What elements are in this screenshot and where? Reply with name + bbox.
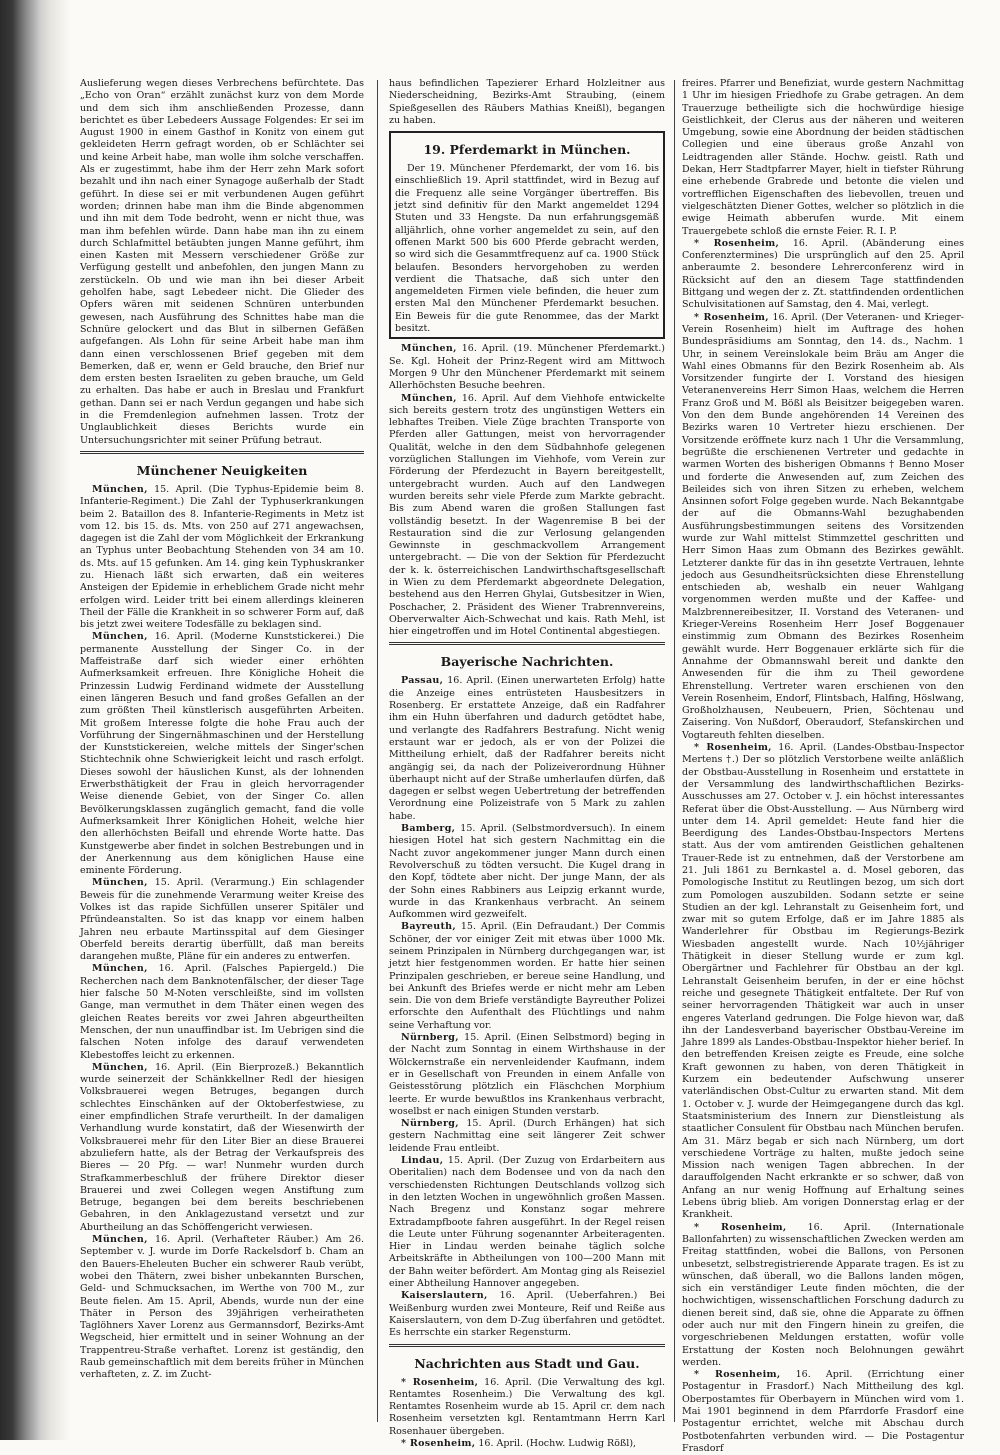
news-text: 16. April. (Moderne Kunststickerei.) Die permanente Ausstellung der Singer Co. in der Maffeistraße darf sich wieder einer erhöhten Aufmerksamkeit erfreuen. Ihre Königliche Hoheit die Prinzessin Ludwig Ferdinand widmete der Ausstellung einen längeren Besuch und fand großes Gefallen an der zum größten Theil künstlerisch ausgeführten Arbeiten. Mit großem Interesse folgte die hohe Frau auch der Vorführung der Singernähmaschinen und der Herstellung der Kunststickereien, welche mittels der Singer'schen Stichtechnik ohne Schwierigkeit leicht und rasch erfolgt. Dieses sowohl der häuslichen Kunst, als der lohnenden Erwerbsthätigkeit der Frau in gleich hervorragender Weise dienende Gebiet, von der Singer Co. allen Bevölkerungsklassen zugänglich gemacht, fand die volle Aufmerksamkeit Ihrer Königlichen Hoheit, welche hier den allerhöchsten Beifall und ehrende Worte hatte. Das Kunstgewerbe aber findet in solchen Bestrebungen und in der Anerkennung aus dem königlichen Hause eine eminente Förderung. [80, 631, 364, 877]
news-text: 15. April. (Der Zuzug von Erdarbeitern aus Oberitalien) nach dem Bodensee und von da nach den verschiedensten Richtungen Deutschlands vollzog sich in den letzten Wochen in ungewöhnlich großen Massen. Nach Bregenz und Konstanz sogar mehrere Extradampfboote fahren ausgeführt. In der Regel reisen die Leute unter Führung sogenannter Arbeiteragenten. Hier in Lindau werden beinahe täglich solche Arbeitskräfte in Abtheilungen von 100—200 Mann mit der Bahn weiter befördert. Am Montag ging als Reiseziel einer Abtheilung Hannover angegeben. [389, 1155, 665, 1290]
news-item [389, 1290, 665, 1339]
news-item [80, 631, 364, 877]
news-text: 16. April. (Die Verwaltung des kgl. Rentamtes Rosenheim.) Die Verwaltung des kgl. Rentamtes Rosenheim wurde ab 15. April cr. dem nach Rosenheim versetzten kgl. Rentamtmann Herrn Karl Rosenhauer übergeben. [389, 1376, 665, 1437]
article-continuation: haus befindlichen Tapezierer Erhard Holzleitner aus Niederscheidning, Bezirks-Amt Straubing, (einem Spießgesellen des Räubers Mathias Kneißl), begangen zu haben. [389, 78, 665, 126]
section-title-muenchener-neuigkeiten: Münchener Neuigkeiten [136, 462, 308, 478]
dateline: Lindau, [401, 1155, 444, 1167]
column-3 [682, 78, 965, 1454]
news-text: 16. April. (Der Veteranen- und Krieger-Verein Rosenheim) hielt im Auftrage des hohen Bundespräsidiums am Sonntag, den 14. ds., Nachm. 1 Uhr, in seinem Vereinslokale beim Bräu am Anger die Wahl eines Obmanns für den Bezirk Rosenheim ab. Als Vorsitzender fungirte der I. Vorstand des hiesigen Veteranenvereins Herr Simon Haas, welchem die Herren Franz Groß und M. Bößl als Beisitzer beigegeben waren. Von den dem Bunde angehörenden 14 Vereinen des Bezirks waren 10 Vertreter hiezu erschienen. Der Vorsitzende eröffnete kurz nach 1 Uhr die Versammlung, begrüßte die erschienenen Vertreter und gedachte in warmen Worten des bisherigen Obmanns † Benno Moser und forderte die Anwesenden auf, zum Zeichen des Beileides sich von ihren Sitzen zu erheben, welchem Ansinnen sofort Folge gegeben wurde. Nach Bekanntgabe der auf die Obmanns-Wahl bezughabenden Ausführungsbestimmungen seitens des Vorsitzenden wurde zur Wahl mittelst Stimmzettel geschritten und Herr Simon Haas zum Obmann des Bezirkes gewählt. Letzterer dankte für das in ihn gesetzte Vertrauen, lehnte jedoch aus Gesundheitsrücksichten diese Ehrenstellung entschieden ab, weshalb ein neuer Wahlgang vorgenommen werden mußte und der Kaffee- und Malzbrennereibesitzer, II. Vorstand des Veteranen- und Krieger-Vereins Rosenheim Herr Josef Boggenauer einstimmig zum Obmann des Bezirkes Rosenheim gewählt wurde. Herr Boggenauer erklärte sich für die Annahme der Obmannswahl bereit und dankte den Anwesenden für die ihm zu Theil gewordene Ehrenstellung. Vertreter waren erschienen von den Verein Rosenheim, Endorf, Flintsbach, Halfing, Höslwang, Großholzhausen, Neubeuern, Prien, Söchtenau und Zaisering. Von Nußdorf, Oberaudorf, Stefanskirchen und Vogtareuth fehlten dieselben. [682, 311, 965, 741]
dateline: Kaiserslautern, [401, 1290, 488, 1302]
news-item [80, 484, 364, 632]
dateline: * Rosenheim, [694, 1369, 781, 1381]
column-1 [80, 78, 364, 1424]
news-text: 16. April. (19. Münchener Pferdemarkt.) Se. Kgl. Hoheit der Prinz-Regent wird am Mittwoch Morgen 9 Uhr den Münchener Pferdemarkt mit seinem Allerhöchsten Besuche beehren. [389, 343, 665, 392]
news-item [389, 921, 665, 1032]
news-item [389, 1155, 665, 1290]
news-item [389, 1438, 665, 1450]
news-text: 16. April. (Ein Bierprozeß.) Bekanntlich wurde seinerzeit der Schänkkellner Redl der hiesigen Volksbrauerei wegen Betruges, begangen durch schlechtes Einschänken auf der Oktoberfestwiese, zu einer empfindlichen Strafe verurtheilt. In der damaligen Verhandlung wurde konstatirt, daß der Wiesenwirth der Volksbrauerei mehr für den Liter Bier an diese Brauerei abzuliefern hatte, als der Betrag der Verkaufspreis des Bieres — 20 Pfg. — war! Nunmehr wurden durch Strafkammerbeschluß der frühere Direktor dieser Brauerei und zwei Collegen wegen Anstiftung zum Betruge, begangen bei dem bereits beschriebenen Gebahren, in den Anklagezustand versetzt und zur Aburtheilung an das Schöffengericht verwiesen. [80, 1061, 364, 1233]
news-item [389, 1377, 665, 1438]
news-text: 16. April. (Ueberfahren.) Bei Weißenburg wurden zwei Monteure, Reif und Reiße aus Kaiserslautern, von dem D-Zug überfahren und getödtet. Es herrschte ein starker Regensturm. [389, 1290, 665, 1339]
dateline: München, [92, 1061, 148, 1073]
news-item [80, 963, 364, 1061]
dateline: * Rosenheim, [401, 1376, 479, 1388]
dateline: München, [92, 483, 148, 495]
news-text: 16. April. (Abänderung eines Conferenztermines) Die ursprünglich auf den 25. April anberaumte 2. besondere Lehrerconferenz wird in Rücksicht auf den an diesem Tage stattfindenden Bittgang und wegen der z. Zt. stattfindenden ordentlichen Schulvisitationen auf Samstag, den 4. Mai, verlegt. [682, 237, 964, 311]
book-binding-edge [0, 0, 70, 1440]
news-item [389, 343, 665, 392]
dateline: * Rosenheim, [694, 311, 769, 323]
column-rule [674, 80, 675, 1422]
news-text: 16. April. (Errichtung einer Postagentur in Frasdorf.) Nach Mittheilung des kgl. Oberpostamtes für Oberbayern in München wird vom 1. Mai 1901 beginnend in dem Pfarrdorfe Frasdorf eine Postagentur errichtet, welche mit Abschau durch Postbotenfahrten verbunden wird. — Die Postagentur Frasdorf [682, 1369, 965, 1454]
dateline: Bamberg, [401, 823, 456, 835]
dateline: München, [92, 1234, 148, 1246]
section-title-bayerische-nachrichten: Bayerische Nachrichten. [440, 654, 614, 670]
column-2 [389, 78, 665, 1449]
news-text: 16. April. (Internationale Ballonfahrten) zu wissenschaftlichen Zwecken werden am Freitag stattfinden, wobei die Ballons, von Personen unbesetzt, selbstregistrierende Apparate tragen. Es ist zu wünschen, daß überall, wo die Ballons landen mögen, sich ein verständiger Leute finden möchten, die der hochwichtigen, wissenschaftlichen Forschung dadurch zu dienen bereit sind, daß sie, ohne die Apparate zu öffnen oder auch nur mit den Fingern hinein zu greifen, die vorgeschriebenen Meldungen erstatten, wofür volle Erstattung der Kosten noch Belohnungen gewährt werden. [682, 1221, 964, 1368]
news-text: 15. April. (Ein Defraudant.) Der Commis Schöner, der vor einiger Zeit mit etwas über 1000 Mk. seinem Prinzipalen in Nürnberg durchgegangen war, ist jetzt hier festgenommen worden. Er hatte hier seinen Prinzipalen geschrieben, er bereue seine Handlung, und bei Ankunft des Briefes werde er nicht mehr am Leben sein. Die von dem Briefe verständigte Bayreuther Polizei erforschte den Aufenthalt des Flüchtlings und nahm seine Verhaftung vor. [389, 921, 665, 1031]
news-item [80, 1062, 364, 1234]
dateline: München, [92, 877, 148, 889]
newspaper-page [76, 78, 965, 1454]
dateline: Nürnberg, [401, 1118, 459, 1130]
news-text: 16. April. (Einen unerwarteten Erfolg) hatte die Anzeige eines entrüsteten Hausbesitzers in Rosenberg. Er erstattete Anzeige, daß ein Radfahrer ihm ein Huhn überfahren und dadurch getödtet habe, und verlangte des Radfahrers Bestrafung. Nicht wenig erstaunt war er jedoch, als er von der Polizei die Mittheilung erhielt, daß der Radfahrer bereits nicht angängig sei, da nach der Polizeiverordnung Hühner überhaupt nicht auf der Straße umherlaufen dürfen, daß dagegen er selbst wegen Uebertretung der betreffenden Verordnung eine Polizeistrafe von 5 Mark zu zahlen habe. [389, 675, 665, 822]
section-title-stadt-und-gau: Nachrichten aus Stadt und Gau. [414, 1355, 640, 1371]
dateline: * Rosenheim, [694, 237, 780, 249]
section-rule [389, 642, 665, 645]
news-item [389, 393, 665, 639]
dateline: München, [92, 963, 148, 975]
boxed-title-pferdemarkt: 19. Pferdemarkt in München. [423, 142, 631, 158]
news-item [389, 823, 665, 921]
news-text: 15. April. (Durch Erhängen) hat sich gestern Nachmittag eine seit längerer Zeit schwer leidende Frau entleibt. [389, 1118, 665, 1154]
dateline: * Rosenheim, [401, 1437, 476, 1449]
news-item [682, 742, 964, 1222]
dateline: Passau, [401, 675, 444, 687]
boxed-announcement [389, 131, 665, 339]
dateline: Bayreuth, [401, 921, 456, 933]
news-item [389, 1032, 665, 1118]
news-text: 16. April. (Verhafteter Räuber.) Am 26. September v. J. wurde im Dorfe Rackelsdorf b. Cham an den Bauers-Eheleuten Bucher ein schwerer Raub verübt, wobei den Thätern, zwei bisher unbekannten Burschen, Geld- und Schmucksachen, im Werthe von 700 M., zur Beute fielen. Am 15. April, Abends, wurde nun der eine Thäter in Person des 39jährigen verheiratheten Taglöhners Xaver Lorenz aus Germannsdorf, Bezirks-Amt Wegscheid, hier ermittelt und in seiner Wohnung an der Trappentreu-Straße verhaftet. Lorenz ist geständig, den Raub gemeinschaftlich mit dem bereits früher in München verhafteten, z. Z. im Zucht- [80, 1234, 365, 1381]
article-continuation: Auslieferung wegen dieses Verbrechens befürchtete. Das „Echo von Oran“ erzählt zunächst kurz von dem Morde und dem sich ihm anschließenden Prozesse, dann berichtet es über Lebedeers Aussage Folgendes: Er sei im August 1900 in einem Gasthof in Konitz von einem gut gekleideten Herrn gefragt worden, ob er Schlächter sei und keine Arbeit habe, man wolle ihm solche verschaffen. Als er zugestimmt, habe ihm der Herr zehn Mark sofort bezahlt und ihn nach einer Synagoge außerhalb der Stadt geführt. In diese sei er mit verbundenen Augen geführt worden; drinnen habe man ihm die Binde abgenommen und ihn mit dem Tode bedroht, wenn er nicht thue, was man ihm befehlen würde. Dann habe man ihn zu einem durch Schlafmittel betäubten jungen Manne geführt, ihm einen Kasten mit Messern verschiedener Größe zur Verfügung gestellt und anbefohlen, den jungen Mann zu zerstückeln. Ob und wie man ihn bei dieser Arbeit geholfen habe, sagt Lebedeer nicht. Die Glieder des Opfers wären mit seidenen Schnüren unterbunden gewesen, nach Ausführung des Schnittes habe man die Schnüre gelockert und das Blut in silbernen Gefäßen aufgefangen. Als Lohn für seine Arbeit habe man ihm dann einen verschlossenen Brief gegeben mit dem Bemerken, daß er, wenn er Geld brauche, den Brief nur dem ersten besten Israeliten zu geben brauche, um Geld zu erhalten. Das habe er auch in Breslau und Frankfurt gethan. Dann sei er nach Verdun gegangen und habe sich in die Fremdenlegion aufnehmen lassen. Trotz der Unglaublichkeit dieses Berichts wurde ein Untersuchungsrichter mit seiner Prüfung betraut. [80, 78, 364, 446]
news-item [80, 877, 364, 963]
news-text: 15. April. (Selbstmordversuch). In einem hiesigen Hotel hat sich gestern Nachmittag ein die Nacht zuvor angekommener junger Mann durch einen Revolverschuß zu tödten versucht. Die Kugel drang in den Kopf, tödtete aber nicht. Der junge Mann, der als der Sohn eines Rabbiners aus Leipzig erkannt wurde, wurde in das Krankenhaus verbracht. An seinem Aufkommen wird gezweifelt. [389, 823, 665, 921]
section-rule [80, 451, 364, 454]
dateline: * Rosenheim, [694, 742, 772, 754]
news-text: 16. April. (Falsches Papiergeld.) Die Recherchen nach dem Banknotenfälscher, der dieser Tage hier falsche 50 M-Noten verschleißte, sind im vollsten Gange, man vermuthet in dem Thäter einen wegen des gleichen Reates bereits vor zwei Jahren abgeurtheilten Menschen, der nun unauffindbar ist. Im Uebrigen sind die falschen Noten infolge des darauf verwendeten Klebestoffes leicht zu erkennen. [80, 963, 364, 1061]
dateline: Nürnberg, [401, 1032, 459, 1044]
dateline: München, [401, 343, 457, 355]
news-text: 15. April. (Einen Selbstmord) beging in der Nacht zum Sonntag in einem Wirthshause in der Wölckernstraße ein nervenleidender Kaufmann, indem er in Gesellschaft von Freunden in einem Anfalle von Geistesstörung plötzlich ein Fläschchen Morphium leerte. Er wurde bewußtlos ins Krankenhaus verbracht, woselbst er nach einigen Stunden verstarb. [389, 1032, 665, 1117]
column-rule [377, 80, 378, 1422]
news-text: 16. April. (Hochw. Ludwig Rößl), [478, 1437, 637, 1449]
dateline: München, [92, 631, 148, 643]
dateline: München, [401, 392, 457, 404]
article-continuation: freires. Pfarrer und Benefiziat, wurde gestern Nachmittag 1 Uhr im hiesigen Friedhofe zu Grabe getragen. An dem Trauerzuge betheiligte sich die hochwürdige hiesige Geistlichkeit, der Clerus aus der näheren und weiteren Umgebung, sowie eine Abordnung der beiden städtischen Collegien und eine überaus große Anzahl von Leidtragenden aller Stände. Hochw. geistl. Rath und Dekan, Herr Stadtpfarrer Mayer, hielt in tiefster Rührung eine erhebende Grabrede und betonte die vielen und vortrefflichen Eigenschaften des liebevollen, treuen und vielgeschätzten Diener Gottes, welcher so plötzlich in die ewige Heimath abberufen wurde. Mit einem Trauergebete schloß die ernste Feier. R. I. P. [682, 78, 964, 237]
news-text: 15. April. (Verarmung.) Ein schlagender Beweis für die zunehmende Verarmung weiter Kreise des Volkes ist das rapide Sichfüllen unserer Spitäler und Pfründeanstalten. So ist das knapp vor einem halben Jahren neu erbaute Martinsspital auf dem Giesinger Oberfeld bereits derartig überfüllt, daß man bereits darangehen mußte, Pläne für ein anderes zu entwerfen. [80, 877, 364, 963]
news-item [682, 238, 964, 312]
news-item [80, 1234, 364, 1382]
news-text: 16. April. (Landes-Obstbau-Inspector Mertens †.) Der so plötzlich Verstorbene weilte anläßlich der Obstbau-Ausstellung in Rosenheim und erstattete in der Versammlung des landwirthschaftlichen Bezirks-Ausschusses am 27. October v. J. ein höchst interessantes Referat über die Obst-Ausstellung. — Aus Nürnberg wird unter dem 14. April gemeldet: Heute fand hier die Beerdigung des Landes-Obstbau-Inspectors Mertens statt. Aus der vom amtirenden Geistlichen gehaltenen Trauer-Rede ist zu entnehmen, daß der Verstorbene am 21. Juli 1861 zu Bernkastel a. d. Mosel geboren, das Pomologische Institut zu Reutlingen bezog, um sich dort zum Pomologen auszubilden. Sodann setzte er seine Studien an der kgl. Lehranstalt zu Geisenheim fort, und zwar mit so gutem Erfolge, daß er im Jahre 1885 als Wanderlehrer für Obstbau im Regierungs-Bezirk Wiesbaden angestellt wurde. Nach 10½jähriger Thätigkeit in dieser Stellung wurde er zum kgl. Obergärtner und Fachlehrer für Obstbau an der kgl. Lehranstalt Geisenheim berufen, in der er eine höchst reiche und gesegnete Thätigkeit entfaltete. Der Ruf von seiner hervorragenden Thätigkeit war auch in unser engeres Vaterland gedrungen. Die Folge hievon war, daß ihn der Landesverband bayerischer Obstbau-Vereine im Jahre 1899 als Landes-Obstbau-Inspektor hieher berief. In den betreffenden Kreisen zeigte es Freude, eine solche Kraft gewonnen zu haben, von deren Thätigkeit in Kurzem ein bedeutender Aufschwung unserer vaterländischen Obst-Cultur zu erwarten stand. Mit dem 1. October v. J. wurde der Heimgegangene durch das kgl. Staatsministerium des Innern zur Dienstleistung als staatlicher Consulent für Obstbau nach München berufen. Am 31. März begab er sich nach Nürnberg, um dort verschiedene Vorträge zu halten, mußte jedoch seine Mission nach wenigen Tagen abbrechen. In der darauffolgenden Nacht erkrankte er so schwer, daß von Anfang an nur wenig Hoffnung auf Erhaltung seines Lebens übrig blieb. Am vorigen Donnerstag erlag er der Krankheit. [682, 742, 964, 1221]
dateline: * Rosenheim, [694, 1221, 787, 1233]
news-item [389, 1118, 665, 1155]
section-rule [389, 1344, 665, 1347]
news-item [682, 312, 964, 742]
news-text: 15. April. (Die Typhus-Epidemie beim 8. Infanterie-Regiment.) Die Zahl der Typhuserkrankungen beim 2. Bataillon des 8. Infanterie-Regiments in Metz ist vom 12. bis 15. ds. Mts. von 250 auf 271 angewachsen, dagegen ist die Zahl der vom Möglichkeit der Erkrankung an Typhus unter Beobachtung Stehenden von 34 am 10. ds. Mts. auf 15 gefunken. Am 14. ging kein Typhuskranker zu. Hienach läßt sich erwarten, daß ein weiteres Ansteigen der Epidemie in erheblichem Grade nicht mehr erfolgen wird. Leider tritt bei einem allerdings kleineren Theil der Fälle die Krankheit in so schwerer Form auf, daß bis jetzt zwei weitere Todesfälle zu beklagen sind. [80, 483, 364, 631]
boxed-text: Der 19. Münchener Pferdemarkt, der vom 16. bis einschließlich 19. April stattfindet, wird in Bezug auf die Frequenz alle seine Vorgänger übertreffen. Bis jetzt sind definitiv für den Markt angemeldet 1294 Stuten und 33 Hengste. Da nun erfahrungsgemäß alljährlich, ohne vorher angemeldet zu sein, auf den offenen Markt 500 bis 600 Pferde gebracht werden, so wird sich die Gesammtfrequenz auf ca. 1900 Stück belaufen. Besonders hervorgehoben zu werden verdient die Thatsache, daß sich unter den angemeldeten Firmen viele befinden, die heuer zum ersten Mal den Münchener Pferdemarkt besuchen. Ein Beweis für die gute Renommee, das der Markt besitzt. [395, 163, 659, 335]
news-text: 16. April. Auf dem Viehhofe entwickelte sich bereits gestern trotz des ungünstigen Wetters ein lebhaftes Treiben. Viele Züge brachten Transporte von Pferden aller Gattungen, meist von hervorragender Qualität, welche in den dem Südbahnhofe gelegenen vorzüglichen Stallungen im Viehhofe, vom Verein zur Förderung der Pferdezucht in Bayern bereitgestellt, untergebracht wurden. Auch auf den Landwegen wurden bereits sehr viele Pferde zum Markte gebracht. Bis zum Abend waren die großen Stallungen fast vollständig besetzt. In der Wagenremise B bei der Restauration sind die zur Verlosung gelangenden Gewinnste in geschmackvollem Arrangement untergebracht. — Die von der Sektion für Pferdezucht der k. k. österreichischen Landwirthschaftsgesellschaft in Wien zu dem Pferdemarkt abgeordnete Delegation, bestehend aus den Herren Ghylai, Gutsbesitzer in Wien, Poschacher, 2. Präsident des Wiener Trabrennvereins, Oberverwalter Aich-Schwechat und kais. Rath Mehl, ist hier eingetroffen und im Hotel Continental abgestiegen. [389, 392, 665, 638]
news-item [682, 1369, 964, 1455]
news-item [389, 675, 665, 823]
news-item [682, 1222, 964, 1370]
